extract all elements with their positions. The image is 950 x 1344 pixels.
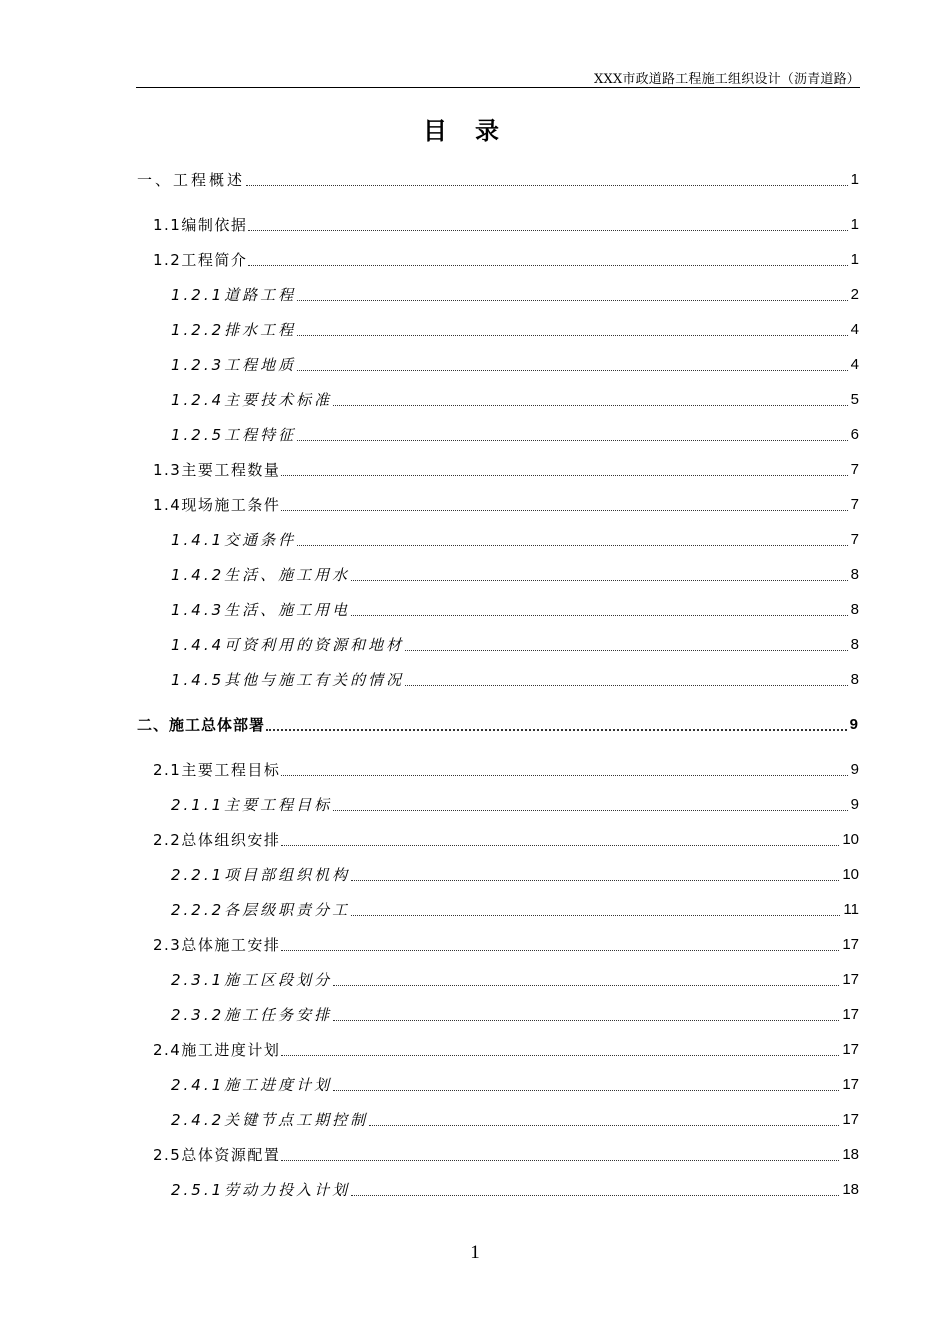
toc-entry-page: 1 <box>850 216 859 233</box>
toc-entry-label: 2.4.2关键节点工期控制 <box>171 1111 369 1129</box>
toc-entry-label: 1.4.4可资利用的资源和地材 <box>171 636 405 654</box>
toc-dot-leader <box>333 1020 839 1021</box>
toc-entry-label: 2.2.2各层级职责分工 <box>171 901 351 919</box>
toc-entry[interactable] <box>153 1141 859 1165</box>
toc-entry-page: 17 <box>842 1041 859 1058</box>
toc-dot-leader <box>297 440 847 441</box>
toc-entry[interactable] <box>171 966 859 990</box>
toc-entry-label: 2.1.1主要工程目标 <box>171 796 333 814</box>
toc-entry[interactable] <box>171 1106 859 1130</box>
toc-entry-page: 9 <box>850 796 859 813</box>
toc-entry-label: 2.2.1项目部组织机构 <box>171 866 351 884</box>
toc-dot-leader <box>405 685 847 686</box>
toc-dot-leader <box>297 335 847 336</box>
toc-entry-page: 6 <box>850 426 859 443</box>
toc-entry[interactable] <box>171 666 859 690</box>
toc-dot-leader <box>405 650 847 651</box>
toc-entry-label: 1.4.5其他与施工有关的情况 <box>171 671 405 689</box>
header-title: XXX市政道路工程施工组织设计（沥青道路） <box>594 72 860 87</box>
toc-dot-leader <box>297 300 847 301</box>
toc-entry[interactable] <box>171 1176 859 1200</box>
toc-entry-label: 2.2总体组织安排 <box>153 831 281 849</box>
toc-entry-label: 2.5总体资源配置 <box>153 1146 281 1164</box>
toc-entry-label: 1.2.3工程地质 <box>171 356 297 374</box>
toc-dot-leader <box>281 1160 839 1161</box>
toc-entry[interactable] <box>171 351 859 375</box>
toc-dot-leader <box>333 405 847 406</box>
toc-dot-leader <box>281 510 847 511</box>
toc-entry-page: 7 <box>850 496 859 513</box>
toc-entry[interactable] <box>153 456 859 480</box>
toc-entry[interactable] <box>171 791 859 815</box>
toc-entry-label: 1.2.4主要技术标准 <box>171 391 333 409</box>
toc-entry[interactable] <box>137 711 859 735</box>
toc-dot-leader <box>248 230 847 231</box>
toc-entry-page: 17 <box>842 936 859 953</box>
toc-dot-leader <box>351 1195 839 1196</box>
toc-entry-label: 2.4施工进度计划 <box>153 1041 281 1059</box>
toc-entry[interactable] <box>171 1071 859 1095</box>
toc-dot-leader <box>246 185 848 186</box>
toc-entry[interactable] <box>153 491 859 515</box>
toc-dot-leader <box>297 370 847 371</box>
toc-entry[interactable] <box>171 316 859 340</box>
toc-dot-leader <box>351 580 847 581</box>
toc-entry-label: 1.2.1道路工程 <box>171 286 297 304</box>
page-header <box>136 68 860 88</box>
toc-dot-leader <box>369 1125 839 1126</box>
toc-dot-leader <box>248 265 847 266</box>
toc-entry[interactable] <box>171 561 859 585</box>
toc-entry-label: 2.3.1施工区段划分 <box>171 971 333 989</box>
toc-entry-page: 8 <box>850 636 859 653</box>
toc-entry[interactable] <box>171 596 859 620</box>
toc-dot-leader <box>351 880 839 881</box>
toc-entry-label: 2.1主要工程目标 <box>153 761 281 779</box>
toc-entry-page: 10 <box>842 831 859 848</box>
toc-entry-page: 9 <box>849 716 859 733</box>
toc-dot-leader <box>266 729 847 731</box>
toc-entry-page: 18 <box>842 1146 859 1163</box>
toc-entry-label: 1.3主要工程数量 <box>153 461 281 479</box>
toc-entry-label: 2.5.1劳动力投入计划 <box>171 1181 351 1199</box>
toc-entry-page: 10 <box>842 866 859 883</box>
toc-dot-leader <box>351 615 847 616</box>
toc-entry[interactable] <box>171 386 859 410</box>
toc-entry-page: 17 <box>842 1076 859 1093</box>
toc-entry-page: 17 <box>842 1111 859 1128</box>
toc-entry-page: 8 <box>850 566 859 583</box>
toc-entry[interactable] <box>153 826 859 850</box>
toc-entry[interactable] <box>171 526 859 550</box>
toc-entry-page: 1 <box>850 251 859 268</box>
toc-title: 目录 <box>423 116 527 145</box>
toc-entry[interactable] <box>171 281 859 305</box>
toc-dot-leader <box>351 915 840 916</box>
toc-entry-label: 2.4.1施工进度计划 <box>171 1076 333 1094</box>
toc-entry-label: 1.4.3生活、施工用电 <box>171 601 351 619</box>
toc-dot-leader <box>333 1090 839 1091</box>
toc-dot-leader <box>281 475 847 476</box>
toc-entry-label: 二、施工总体部署 <box>137 716 266 734</box>
toc-entry-page: 7 <box>850 461 859 478</box>
toc-entry-page: 5 <box>850 391 859 408</box>
toc-entry-label: 1.2.5工程特征 <box>171 426 297 444</box>
toc-entry[interactable] <box>153 756 859 780</box>
toc-entry[interactable] <box>171 421 859 445</box>
toc-entry[interactable] <box>153 246 859 270</box>
toc-entry-label: 1.2.2排水工程 <box>171 321 297 339</box>
toc-entry-label: 2.3.2施工任务安排 <box>171 1006 333 1024</box>
toc-entry-page: 8 <box>850 601 859 618</box>
toc-entry[interactable] <box>171 631 859 655</box>
toc-entry-page: 8 <box>850 671 859 688</box>
toc-dot-leader <box>281 950 839 951</box>
toc-entry-page: 4 <box>850 321 859 338</box>
toc-entry[interactable] <box>153 211 859 235</box>
toc-entry-page: 7 <box>850 531 859 548</box>
toc-entry-label: 1.2工程简介 <box>153 251 248 269</box>
toc-entry-label: 1.4.2生活、施工用水 <box>171 566 351 584</box>
toc-dot-leader <box>333 985 839 986</box>
toc-dot-leader <box>281 845 839 846</box>
toc-entry-page: 9 <box>850 761 859 778</box>
page-number: 1 <box>470 1242 480 1263</box>
toc-entry-page: 2 <box>850 286 859 303</box>
toc-entry-label: 2.3总体施工安排 <box>153 936 281 954</box>
toc-entry-page: 17 <box>842 971 859 988</box>
toc-entry-page: 18 <box>842 1181 859 1198</box>
toc-entry[interactable] <box>153 931 859 955</box>
toc-entry-page: 1 <box>850 171 859 188</box>
toc-entry-label: 1.1编制依据 <box>153 216 248 234</box>
toc-entry-page: 17 <box>842 1006 859 1023</box>
toc-entry-label: 一、工程概述 <box>137 171 246 189</box>
toc-dot-leader <box>297 545 847 546</box>
toc-entry[interactable] <box>171 896 859 920</box>
toc-dot-leader <box>333 810 847 811</box>
toc-entry-label: 1.4现场施工条件 <box>153 496 281 514</box>
toc-dot-leader <box>281 1055 839 1056</box>
toc-entry[interactable] <box>153 1036 859 1060</box>
toc-entry[interactable] <box>137 166 859 190</box>
toc-entry-label: 1.4.1交通条件 <box>171 531 297 549</box>
toc-entry[interactable] <box>171 861 859 885</box>
toc-entry-page: 11 <box>843 901 859 918</box>
toc-entry[interactable] <box>171 1001 859 1025</box>
toc-dot-leader <box>281 775 847 776</box>
toc-entry-page: 4 <box>850 356 859 373</box>
